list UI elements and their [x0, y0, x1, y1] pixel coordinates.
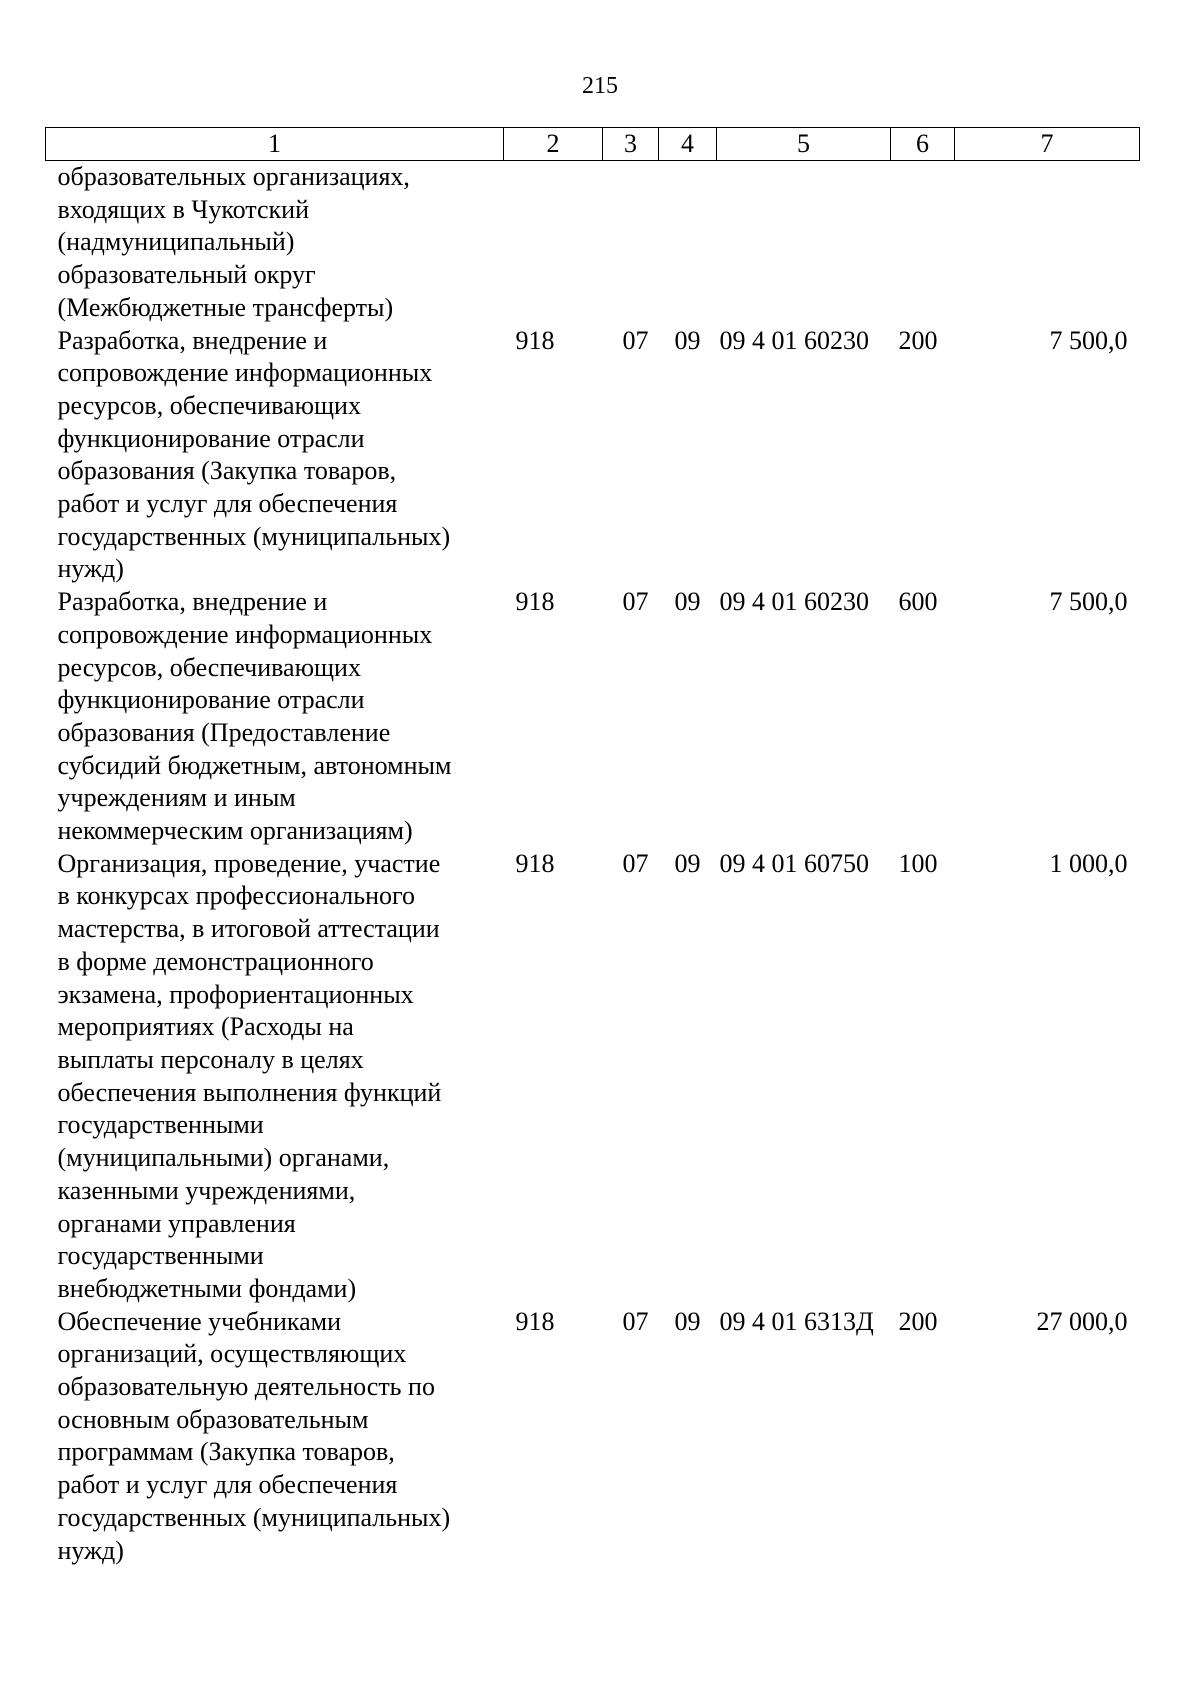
- subsection-code: 09: [674, 325, 701, 355]
- description-line: государственных (муниципальных): [57, 521, 451, 551]
- row-description: [46, 1306, 504, 1568]
- description-line: внебюджетными фондами): [57, 1273, 357, 1303]
- header-col-3: 3: [603, 128, 659, 161]
- row-description: [46, 586, 504, 848]
- description-line: функционирование отрасли: [57, 685, 365, 715]
- expense-type-code: 200: [898, 1306, 938, 1336]
- ministry-code: 918: [515, 848, 555, 878]
- expense-type-code: 200: [898, 325, 938, 355]
- description-line: нужд): [57, 554, 124, 584]
- target-article-code: 09 4 01 60750: [719, 848, 869, 878]
- description-line: органами управления: [57, 1208, 296, 1238]
- amount: [955, 161, 1140, 325]
- amount: 1 000,0: [1049, 848, 1128, 878]
- description-line: сопровождение информационных: [57, 619, 433, 649]
- expense-type-code: [891, 161, 955, 325]
- description-line: некоммерческим организациям): [57, 816, 413, 846]
- row-description: [46, 161, 504, 325]
- header-col-7: 7: [955, 128, 1140, 161]
- table-header: [46, 128, 1140, 161]
- description-line: программам (Закупка товаров,: [57, 1437, 395, 1467]
- description-line: работ и услуг для обеспечения: [57, 489, 398, 519]
- description-line: государственных (муниципальных): [57, 1502, 451, 1532]
- description-line: нужд): [57, 1535, 124, 1565]
- description-line: образования (Предоставление: [57, 717, 391, 747]
- description-line: входящих в Чукотский: [57, 194, 309, 224]
- description-line: (муниципальными) органами,: [57, 1143, 390, 1173]
- table-row: [46, 325, 1140, 587]
- target-article-code: 09 4 01 60230: [719, 325, 869, 355]
- amount: 27 000,0: [1036, 1306, 1128, 1336]
- description-line: Обеспечение учебниками: [57, 1306, 341, 1336]
- section-code: 07: [622, 1306, 649, 1336]
- description-line: Разработка, внедрение и: [57, 325, 328, 355]
- budget-table: [45, 127, 1140, 1567]
- description-line: мероприятиях (Расходы на: [57, 1012, 354, 1042]
- page-number: 215: [582, 73, 618, 99]
- description-line: (надмуниципальный): [57, 227, 295, 257]
- description-line: Разработка, внедрение и: [57, 587, 328, 617]
- description-line: образовательных организациях,: [57, 162, 410, 191]
- description-line: государственными: [57, 1110, 264, 1140]
- description-line: экзамена, профориентационных: [57, 979, 414, 1009]
- description-line: в конкурсах профессионального: [57, 881, 416, 911]
- description-line: мастерства, в итоговой аттестации: [57, 914, 440, 944]
- target-article-code: 09 4 01 60230: [719, 587, 869, 617]
- section-code: 07: [622, 848, 649, 878]
- expense-type-code: 100: [898, 848, 938, 878]
- table-body: [46, 161, 1140, 1568]
- description-line: образования (Закупка товаров,: [57, 456, 397, 486]
- expense-type-code: 600: [898, 587, 938, 617]
- description-line: организаций, осуществляющих: [57, 1339, 407, 1369]
- description-line: сопровождение информационных: [57, 358, 433, 388]
- description-line: государственными: [57, 1241, 264, 1271]
- description-line: выплаты персоналу в целях: [57, 1044, 364, 1074]
- amount: 7 500,0: [1049, 587, 1128, 617]
- target-article-code: [717, 161, 891, 325]
- description-line: обеспечения выполнения функций: [57, 1077, 442, 1107]
- table-row: [46, 1306, 1140, 1568]
- description-line: функционирование отрасли: [57, 423, 365, 453]
- header-col-2: 2: [504, 128, 603, 161]
- table-row: [46, 161, 1140, 325]
- row-description: [46, 325, 504, 587]
- description-line: образовательную деятельность по: [57, 1372, 435, 1402]
- subsection-code: [659, 161, 717, 325]
- header-col-6: 6: [891, 128, 955, 161]
- header-col-5: 5: [717, 128, 891, 161]
- description-line: ресурсов, обеспечивающих: [57, 652, 361, 682]
- description-line: в форме демонстрационного: [57, 946, 374, 976]
- section-code: 07: [622, 325, 649, 355]
- description-line: Организация, проведение, участие: [57, 848, 441, 878]
- description-line: ресурсов, обеспечивающих: [57, 390, 361, 420]
- ministry-code: [504, 161, 603, 325]
- section-code: [603, 161, 659, 325]
- subsection-code: 09: [674, 587, 701, 617]
- description-line: казенными учреждениями,: [57, 1175, 356, 1205]
- ministry-code: 918: [515, 325, 555, 355]
- section-code: 07: [622, 587, 649, 617]
- description-line: работ и услуг для обеспечения: [57, 1470, 398, 1500]
- header-row: [46, 128, 1140, 161]
- header-col-1: 1: [46, 128, 504, 161]
- description-line: (Межбюджетные трансферты): [57, 292, 394, 322]
- description-line: основным образовательным: [57, 1404, 369, 1434]
- target-article-code: 09 4 01 6313Д: [719, 1306, 874, 1336]
- ministry-code: 918: [515, 1306, 555, 1336]
- description-line: субсидий бюджетным, автономным: [57, 750, 452, 780]
- ministry-code: 918: [515, 587, 555, 617]
- amount: 7 500,0: [1049, 325, 1128, 355]
- table-row: [46, 848, 1140, 1306]
- subsection-code: 09: [674, 1306, 701, 1336]
- description-line: учреждениям и иным: [57, 783, 296, 813]
- row-description: [46, 848, 504, 1306]
- header-col-4: 4: [659, 128, 717, 161]
- description-line: образовательный округ: [57, 260, 316, 290]
- table-row: [46, 586, 1140, 848]
- subsection-code: 09: [674, 848, 701, 878]
